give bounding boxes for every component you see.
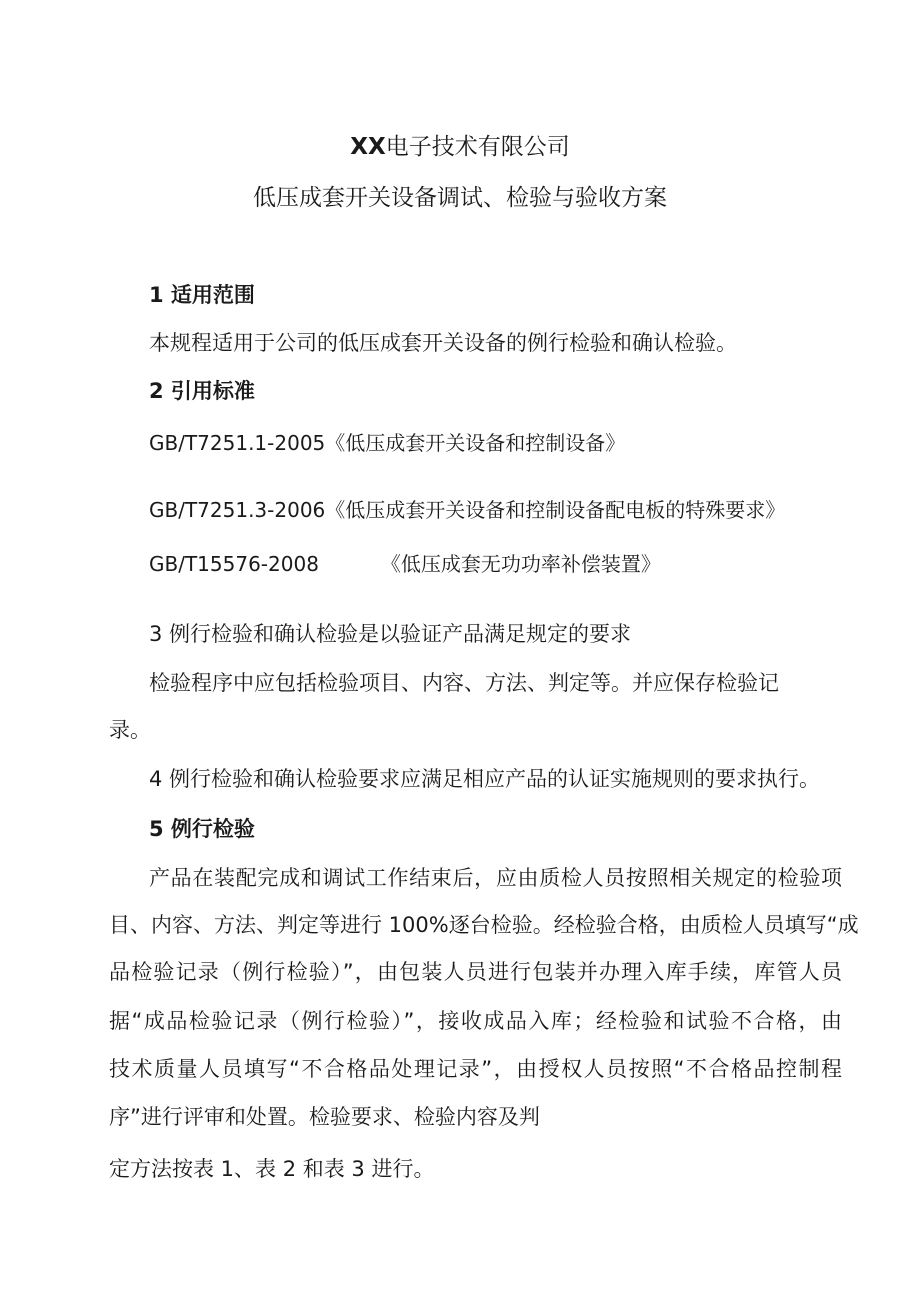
reference-standard-1: GB/T7251.1-2005《低压成套开关设备和控制设备》: [149, 431, 626, 455]
section-2-heading: 2 引用标准: [149, 379, 255, 403]
section-5-body-line-7: 定方法按表 1、表 2 和表 3 进行。: [109, 1157, 435, 1181]
section-5-body-line-3: 品检验记录（例行检验）”，由包装人员进行包装并办理入库手续，库管人员: [109, 960, 842, 984]
section-3-body-line-2: 录。: [109, 718, 151, 742]
reference-standard-3: [149, 550, 661, 578]
section-5-heading: 5 例行检验: [149, 817, 255, 841]
section-5-body-line-6: 序”进行评审和处置。检验要求、检验内容及判: [109, 1105, 540, 1129]
document-subtitle: 低压成套开关设备调试、检验与验收方案: [253, 185, 667, 211]
section-5-body-line-4: 据“成品检验记录（例行检验）”，接收成品入库；经检验和试验不合格，由: [109, 1009, 842, 1033]
section-4-heading: 4 例行检验和确认检验要求应满足相应产品的认证实施规则的要求执行。: [149, 767, 821, 791]
section-5-body-line-5: 技术质量人员填写“不合格品处理记录”，由授权人员按照“不合格品控制程: [109, 1057, 842, 1081]
reference-standard-2: GB/T7251.3-2006《低压成套开关设备和控制设备配电板的特殊要求》: [149, 498, 786, 522]
company-prefix: XX: [350, 134, 386, 160]
reference-standard-3-code: GB/T15576-2008: [149, 552, 319, 576]
reference-standard-3-title: 《低压成套无功功率补偿装置》: [380, 552, 661, 576]
document-title-company: [0, 133, 920, 161]
section-1-body: 本规程适用于公司的低压成套开关设备的例行检验和确认检验。: [149, 331, 737, 355]
company-name: 电子技术有限公司: [385, 134, 570, 160]
section-3-body-line-1: 检验程序中应包括检验项目、内容、方法、判定等。并应保存检验记: [149, 671, 779, 695]
section-5-body-line-2: 目、内容、方法、判定等进行 100%逐台检验。经检验合格，由质检人员填写“成: [109, 913, 859, 937]
section-3-heading: 3 例行检验和确认检验是以验证产品满足规定的要求: [149, 622, 632, 646]
section-5-body-line-1: 产品在装配完成和调试工作结束后，应由质检人员按照相关规定的检验项: [149, 866, 842, 890]
section-1-heading: 1 适用范围: [149, 283, 255, 307]
